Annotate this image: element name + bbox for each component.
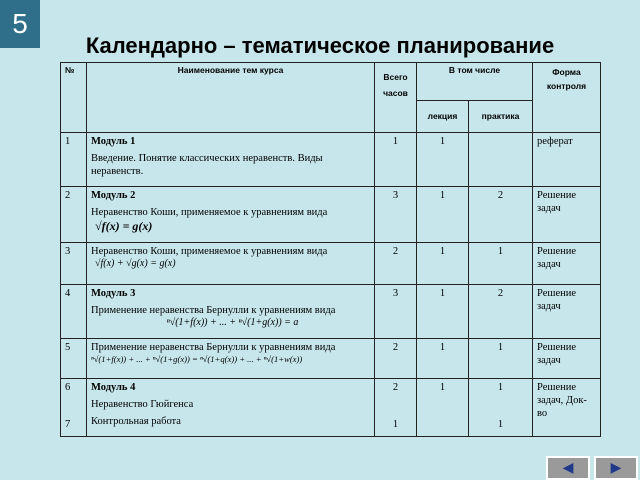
topic-cell xyxy=(87,339,375,379)
lecture-hours: 1 xyxy=(417,285,469,339)
total-hours: 3 xyxy=(375,187,417,243)
total-hours xyxy=(375,379,417,437)
topic-text: Применение неравенства Бернулли к уравнениям вида xyxy=(91,342,336,353)
row-number: 1 xyxy=(61,133,87,187)
practice-hours xyxy=(469,133,533,187)
lecture-hours: 1 xyxy=(417,187,469,243)
topic-cell xyxy=(87,379,375,437)
topic-text: Введение. Понятие классических неравенств. Виды неравенств. xyxy=(91,153,323,178)
topic-text: Неравенство Гюйгенса xyxy=(91,399,194,411)
total-hours-7: 1 xyxy=(392,419,399,431)
topic-text: Неравенство Коши, применяемое к уравнениям вида xyxy=(91,246,328,257)
row-number xyxy=(61,379,87,437)
planning-table xyxy=(60,62,601,437)
module-label: Модуль 4 xyxy=(91,382,136,393)
practice-hours-6: 1 xyxy=(497,382,504,393)
module-label: Модуль 1 xyxy=(91,136,136,147)
topic-cell xyxy=(87,187,375,243)
table-row xyxy=(61,285,601,339)
formula: ⁿ√(1+f(x)) + ... + ⁿ√(1+g(x)) = ⁿ√(1+q(x)) + ... + ⁿ√(1+w(x)) xyxy=(91,354,303,365)
header-including: В том числе xyxy=(417,63,533,101)
header-row xyxy=(61,63,601,101)
practice-hours: 1 xyxy=(469,339,533,379)
page-title: Календарно – тематическое планирование xyxy=(85,33,555,58)
header-form: Форма контроля xyxy=(533,63,601,133)
module-label: Модуль 3 xyxy=(91,288,136,299)
row-number: 5 xyxy=(61,339,87,379)
row-number-7: 7 xyxy=(65,419,71,431)
arrow-left-icon: ◀ xyxy=(562,460,574,476)
control-form: Решение задач xyxy=(533,285,601,339)
header-num: № xyxy=(61,63,87,133)
prev-slide-button[interactable] xyxy=(546,456,590,480)
formula: ⁿ√(1+f(x)) + ... + ⁿ√(1+g(x)) = a xyxy=(166,317,299,329)
table-row xyxy=(61,339,601,379)
row-number: 3 xyxy=(61,243,87,285)
topic-cell xyxy=(87,133,375,187)
practice-hours: 2 xyxy=(469,187,533,243)
practice-hours: 2 xyxy=(469,285,533,339)
lecture-hours: 1 xyxy=(417,133,469,187)
control-form: Решение задач xyxy=(533,187,601,243)
practice-hours-7: 1 xyxy=(497,419,504,431)
table-row xyxy=(61,133,601,187)
formula: √f(x) + √g(x) = g(x) xyxy=(95,258,176,270)
lecture-hours-6: 1 xyxy=(439,382,446,393)
topic-cell xyxy=(87,243,375,285)
header-practice: практика xyxy=(469,101,533,133)
row-number: 4 xyxy=(61,285,87,339)
total-hours: 2 xyxy=(375,339,417,379)
control-form: Решение задач xyxy=(533,339,601,379)
topic-text: Неравенство Коши, применяемое к уравнениям вида xyxy=(91,207,328,219)
row-number: 2 xyxy=(61,187,87,243)
module-label: Модуль 2 xyxy=(91,190,136,201)
header-lecture: лекция xyxy=(417,101,469,133)
topic-text: Контрольная работа xyxy=(91,416,181,428)
control-form: Решение задач, Док-во xyxy=(533,379,601,437)
formula: √f(x) = g(x) xyxy=(95,219,153,234)
topic-cell xyxy=(87,285,375,339)
table-row xyxy=(61,379,601,437)
practice-hours: 1 xyxy=(469,243,533,285)
table-row xyxy=(61,243,601,285)
slide-number: 5 xyxy=(0,0,40,48)
header-topic: Наименование тем курса xyxy=(87,63,375,133)
lecture-hours xyxy=(417,379,469,437)
arrow-right-icon: ▶ xyxy=(610,460,622,476)
lecture-hours: 1 xyxy=(417,243,469,285)
practice-hours xyxy=(469,379,533,437)
total-hours: 3 xyxy=(375,285,417,339)
total-hours: 1 xyxy=(375,133,417,187)
next-slide-button[interactable] xyxy=(594,456,638,480)
lecture-hours: 1 xyxy=(417,339,469,379)
total-hours: 2 xyxy=(375,243,417,285)
topic-text: Применение неравенства Бернулли к уравнениям вида xyxy=(91,305,336,317)
control-form: реферат xyxy=(533,133,601,187)
table-row xyxy=(61,187,601,243)
control-form: Решение задач xyxy=(533,243,601,285)
row-number-6: 6 xyxy=(65,382,71,393)
header-total: Всего часов xyxy=(375,63,417,133)
total-hours-6: 2 xyxy=(392,382,399,393)
